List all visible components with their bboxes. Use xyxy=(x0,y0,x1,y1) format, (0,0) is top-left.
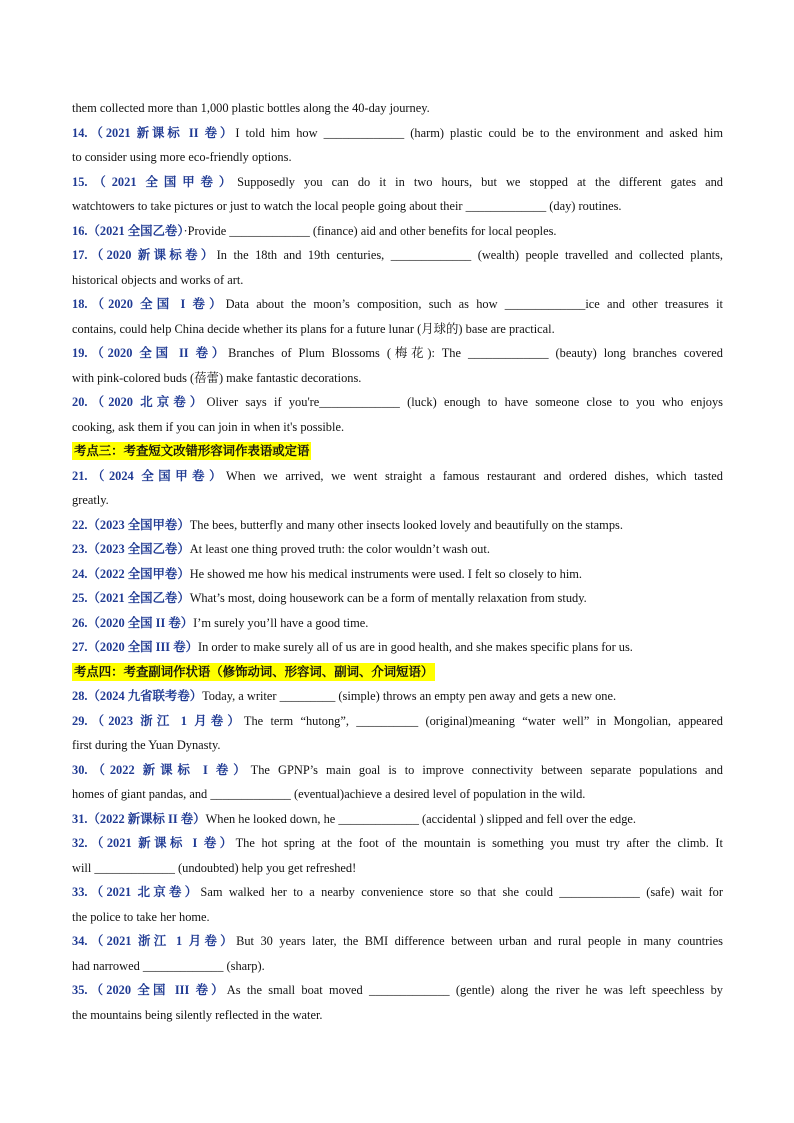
question-source-label: 24.（2022 全国甲卷） xyxy=(72,566,190,581)
question-text: When we arrived, we went straight a famous restaurant and ordered dishes, which tasted xyxy=(226,468,723,483)
question-text: homes of giant pandas, and _____________ (eventual)achieve a desired level of population in the wild. xyxy=(72,787,586,801)
question-text: Today, a writer _________ (simple) throws an empty pen away and gets a new one. xyxy=(202,689,617,703)
text-line xyxy=(72,513,723,538)
question-text: The hot spring at the foot of the mountain is something you must try after the climb. It xyxy=(235,836,723,850)
question-source-label: 27.（2020 全国 III 卷） xyxy=(72,640,198,654)
question-source-label: 14.（2021 新课标 II 卷） xyxy=(72,125,236,140)
section-header-text: 考点四：考查副词作状语（修饰动词、形容词、副词、介词短语） xyxy=(74,664,434,679)
text-line xyxy=(72,219,723,244)
question-text: He showed me how his medical instruments were used. I felt so closely to him. xyxy=(189,566,583,581)
question-text: I’m surely you’ll have a good time. xyxy=(193,615,369,630)
question-source-label: 21.（2024 全国甲卷） xyxy=(72,468,227,483)
question-text: first during the Yuan Dynasty. xyxy=(72,738,221,752)
question-text: greatly. xyxy=(72,493,109,507)
question-text: contains, could help China decide whether its plans for a future lunar (月球的) base are practical. xyxy=(72,321,555,336)
text-line xyxy=(72,292,723,317)
text-line xyxy=(72,954,723,979)
question-source-label: 31.（2022 新课标 II 卷） xyxy=(72,811,206,826)
question-text: Oliver says if you're_____________ (luck) enough to have someone close to you who enjoys xyxy=(206,395,723,409)
text-line xyxy=(72,880,723,905)
text-line xyxy=(72,121,723,146)
question-text: I told him how _____________ (harm) plastic could be to the environment and asked him xyxy=(235,125,723,140)
text-line xyxy=(72,733,723,758)
question-text: cooking, ask them if you can join in when it's possible. xyxy=(72,419,345,434)
question-text: Sam walked her to a nearby convenience store so that she could _____________ (safe) wait for xyxy=(200,885,724,899)
question-source-label: 30.（2022 新课标 I 卷） xyxy=(72,762,251,777)
text-line xyxy=(72,537,723,562)
text-line xyxy=(72,390,723,415)
question-source-label: 28.（2024 九省联考卷） xyxy=(72,689,203,703)
question-source-label: 15.（2021 全国甲卷） xyxy=(72,174,238,189)
text-line xyxy=(72,635,723,660)
question-source-label: 23.（2023 全国乙卷） xyxy=(72,542,190,556)
question-text: Branches of Plum Blossoms (梅花): The _____________ (beauty) long branches covered xyxy=(228,346,723,360)
text-line xyxy=(72,978,723,1003)
question-text: the police to take her home. xyxy=(72,909,210,924)
text-line xyxy=(72,709,723,734)
text-line xyxy=(72,1003,723,1028)
text-line xyxy=(72,464,723,489)
section-header xyxy=(72,660,723,685)
question-source-label: 34.（2021 浙江 1 月卷） xyxy=(72,934,237,948)
question-source-label: 19.（2020 全国 II 卷） xyxy=(72,346,229,360)
question-text: The term “hutong”, __________ (original)meaning “water well” in Mongolian, appeared xyxy=(243,713,723,728)
text-line xyxy=(72,782,723,807)
question-source-label: 16.（2021 全国乙卷） xyxy=(72,223,184,238)
text-line xyxy=(72,929,723,954)
question-text: The GPNP’s main goal is to improve connectivity between separate populations and xyxy=(250,762,724,777)
text-line xyxy=(72,415,723,440)
document-page xyxy=(72,96,723,1027)
question-source-label: 26.（2020 全国 II 卷） xyxy=(72,615,194,630)
question-text: Data about the moon’s composition, such as how _____________ice and other treasures it xyxy=(225,297,723,311)
text-line xyxy=(72,586,723,611)
question-source-label: 29.（2023 浙江 1 月卷） xyxy=(72,713,244,728)
question-text: Supposedly you can do it in two hours, but we stopped at the different gates and xyxy=(237,174,723,189)
question-text: What’s most, doing housework can be a form of mentally relaxation from study. xyxy=(189,591,587,605)
question-source-label: 33.（2021 北京卷） xyxy=(72,885,201,899)
section-header-text: 考点三：考查短文改错形容词作表语或定语 xyxy=(74,444,310,458)
question-text: watchtowers to take pictures or just to watch the local people going about their _____________ (day) routines. xyxy=(72,199,622,213)
text-line xyxy=(72,488,723,513)
text-line xyxy=(72,856,723,881)
text-line xyxy=(72,562,723,587)
question-text: to consider using more eco-friendly options. xyxy=(72,150,292,164)
text-line xyxy=(72,194,723,219)
question-source-label: 22.（2023 全国甲卷） xyxy=(72,517,190,532)
text-line xyxy=(72,758,723,783)
question-text: historical objects and works of art. xyxy=(72,272,244,287)
question-source-label: 17.（2020 新课标卷） xyxy=(72,248,217,262)
text-line xyxy=(72,684,723,709)
text-line xyxy=(72,831,723,856)
question-source-label: 35.（2020 全国 III 卷） xyxy=(72,983,227,997)
question-text: the mountains being silently reflected in the water. xyxy=(72,1007,323,1022)
question-text: The bees, butterfly and many other insects looked lovely and beautifully on the stamps. xyxy=(189,517,623,532)
text-line xyxy=(72,268,723,293)
text-line xyxy=(72,807,723,832)
text-line xyxy=(72,341,723,366)
question-source-label: 18.（2020 全国 I 卷） xyxy=(72,297,226,311)
question-text: As the small boat moved _____________ (gentle) along the river he was left speechless by xyxy=(226,983,723,997)
text-line xyxy=(72,96,723,121)
text-line xyxy=(72,170,723,195)
question-text: had narrowed _____________ (sharp). xyxy=(72,958,265,973)
question-source-label: 20.（2020 北京卷） xyxy=(72,395,207,409)
question-text: In order to make surely all of us are in good health, and she makes specific plans for us. xyxy=(197,640,633,654)
section-header xyxy=(72,439,723,464)
question-text: When he looked down, he _____________ (accidental ) slipped and fell over the edge. xyxy=(205,811,637,826)
text-line xyxy=(72,145,723,170)
question-text: with pink-colored buds (蓓蕾) make fantastic decorations. xyxy=(72,370,362,385)
text-line xyxy=(72,611,723,636)
question-text: At least one thing proved truth: the color wouldn’t wash out. xyxy=(189,542,490,556)
question-text: will _____________ (undoubted) help you get refreshed! xyxy=(72,860,357,875)
question-source-label: 32.（2021 新课标 I 卷） xyxy=(72,836,236,850)
text-line xyxy=(72,317,723,342)
question-text: them collected more than 1,000 plastic bottles along the 40-day journey. xyxy=(72,101,430,115)
text-line xyxy=(72,243,723,268)
text-line xyxy=(72,366,723,391)
question-text: But 30 years later, the BMI difference between urban and rural people in many countries xyxy=(236,934,723,948)
question-text: ·Provide _____________ (finance) aid and other benefits for local peoples. xyxy=(183,223,557,238)
question-source-label: 25.（2021 全国乙卷） xyxy=(72,591,190,605)
text-line xyxy=(72,905,723,930)
question-text: In the 18th and 19th centuries, _____________ (wealth) people travelled and collected plants, xyxy=(216,248,723,262)
